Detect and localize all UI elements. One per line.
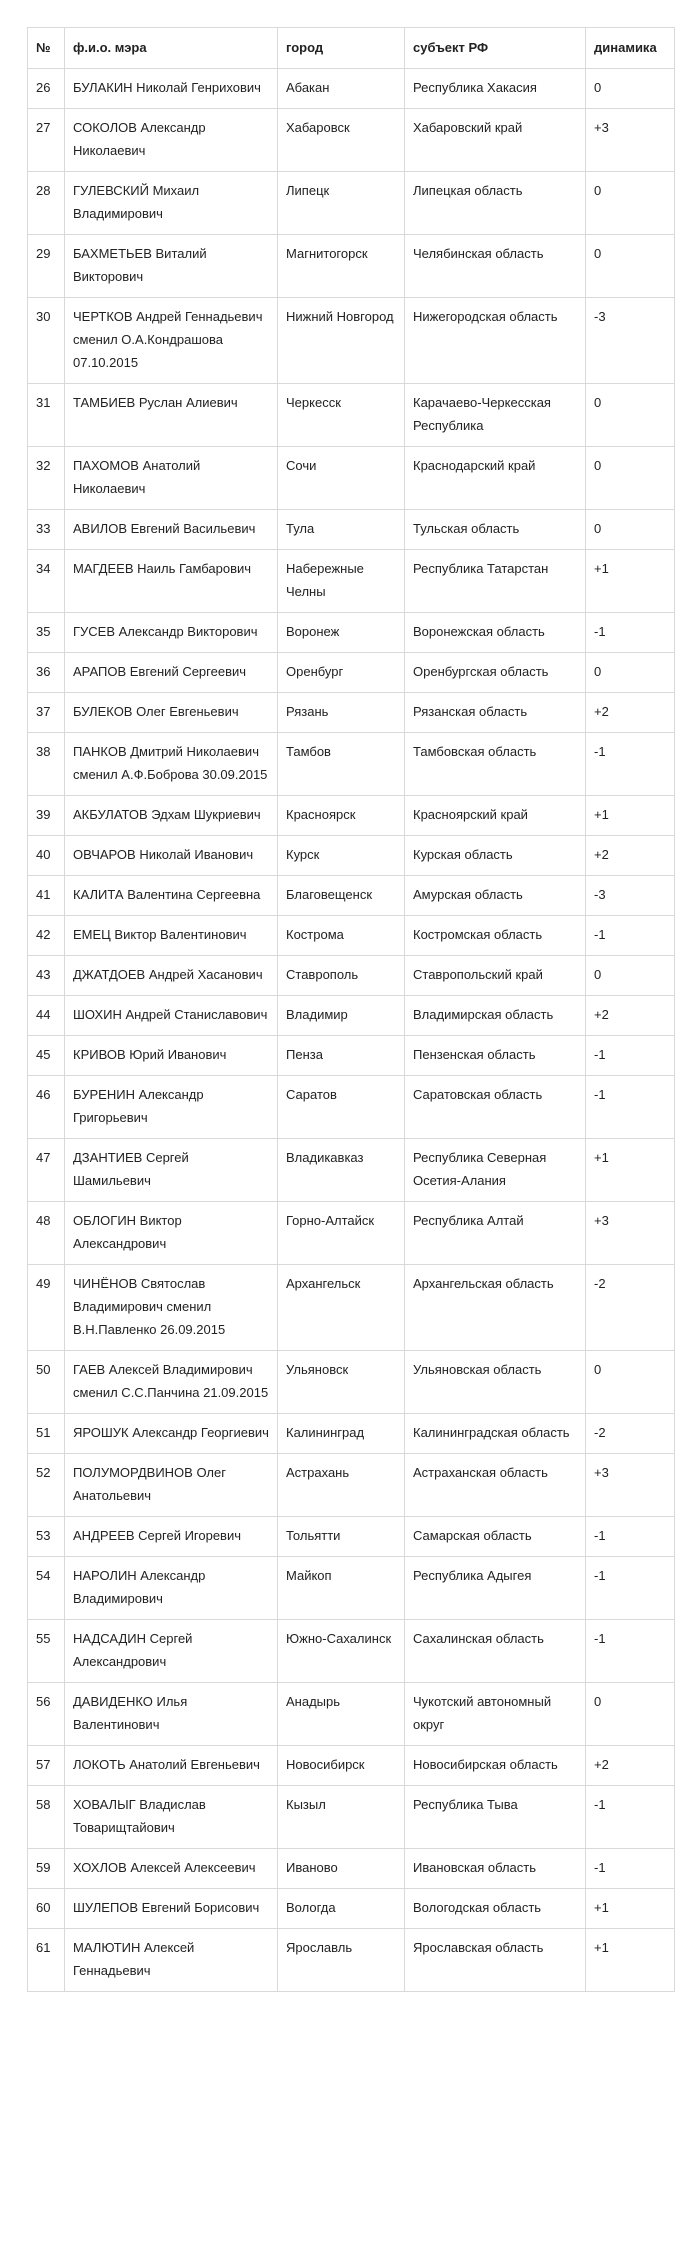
region-cell: Краснодарский край [405,447,586,510]
rank-cell: 40 [28,836,65,876]
city-cell: Воронеж [278,613,405,653]
table-row [28,1620,675,1683]
dynamics-cell: -2 [586,1414,675,1454]
rank-cell: 30 [28,298,65,384]
dynamics-cell: 0 [586,510,675,550]
city-cell: Красноярск [278,796,405,836]
dynamics-cell: +2 [586,836,675,876]
rank-cell: 45 [28,1036,65,1076]
region-cell: Ярославская область [405,1929,586,1992]
table-row [28,1202,675,1265]
region-cell: Республика Хакасия [405,69,586,109]
rank-cell: 44 [28,996,65,1036]
region-cell: Республика Тыва [405,1786,586,1849]
rank-cell: 34 [28,550,65,613]
mayors-table-container [27,27,674,1992]
city-cell: Ульяновск [278,1351,405,1414]
rank-cell: 56 [28,1683,65,1746]
table-row [28,1036,675,1076]
header-row [28,28,675,69]
table-row [28,510,675,550]
city-cell: Анадырь [278,1683,405,1746]
region-cell: Чукотский автономный округ [405,1683,586,1746]
region-cell: Нижегородская область [405,298,586,384]
table-row [28,1849,675,1889]
table-row [28,298,675,384]
city-cell: Тамбов [278,733,405,796]
table-row [28,235,675,298]
mayor-name-cell: ЕМЕЦ Виктор Валентинович [65,916,278,956]
dynamics-cell: 0 [586,956,675,996]
rank-cell: 49 [28,1265,65,1351]
table-row [28,1929,675,1992]
mayor-name-cell: АВИЛОВ Евгений Васильевич [65,510,278,550]
header-number: № [28,28,65,69]
dynamics-cell: +1 [586,550,675,613]
table-row [28,550,675,613]
mayor-name-cell: ХОХЛОВ Алексей Алексеевич [65,1849,278,1889]
region-cell: Липецкая область [405,172,586,235]
table-row [28,1351,675,1414]
header-region: субъект РФ [405,28,586,69]
dynamics-cell: 0 [586,447,675,510]
table-header [28,28,675,69]
rank-cell: 54 [28,1557,65,1620]
region-cell: Костромская область [405,916,586,956]
mayor-name-cell: АНДРЕЕВ Сергей Игоревич [65,1517,278,1557]
dynamics-cell: 0 [586,1683,675,1746]
city-cell: Иваново [278,1849,405,1889]
table-row [28,693,675,733]
dynamics-cell: -1 [586,1786,675,1849]
mayor-name-cell: ШУЛЕПОВ Евгений Борисович [65,1889,278,1929]
rank-cell: 38 [28,733,65,796]
table-row [28,613,675,653]
city-cell: Черкесск [278,384,405,447]
table-row [28,653,675,693]
rank-cell: 55 [28,1620,65,1683]
table-row [28,1414,675,1454]
table-row [28,1265,675,1351]
mayor-name-cell: БУЛАКИН Николай Генрихович [65,69,278,109]
city-cell: Благовещенск [278,876,405,916]
mayor-name-cell: ТАМБИЕВ Руслан Алиевич [65,384,278,447]
table-row [28,447,675,510]
rank-cell: 46 [28,1076,65,1139]
mayor-name-cell: АКБУЛАТОВ Эдхам Шукриевич [65,796,278,836]
city-cell: Курск [278,836,405,876]
mayor-name-cell: АРАПОВ Евгений Сергеевич [65,653,278,693]
mayor-name-cell: ЯРОШУК Александр Георгиевич [65,1414,278,1454]
region-cell: Оренбургская область [405,653,586,693]
city-cell: Тула [278,510,405,550]
dynamics-cell: +2 [586,1746,675,1786]
region-cell: Карачаево-Черкесская Республика [405,384,586,447]
dynamics-cell: +3 [586,1454,675,1517]
dynamics-cell: +1 [586,1139,675,1202]
mayor-name-cell: МАГДЕЕВ Наиль Гамбарович [65,550,278,613]
city-cell: Владимир [278,996,405,1036]
rank-cell: 42 [28,916,65,956]
mayor-name-cell: КАЛИТА Валентина Сергеевна [65,876,278,916]
region-cell: Ставропольский край [405,956,586,996]
city-cell: Ставрополь [278,956,405,996]
city-cell: Рязань [278,693,405,733]
mayor-name-cell: ШОХИН Андрей Станиславович [65,996,278,1036]
region-cell: Новосибирская область [405,1746,586,1786]
dynamics-cell: -1 [586,1517,675,1557]
region-cell: Челябинская область [405,235,586,298]
region-cell: Калининградская область [405,1414,586,1454]
mayor-name-cell: БАХМЕТЬЕВ Виталий Викторович [65,235,278,298]
dynamics-cell: +3 [586,109,675,172]
header-city: город [278,28,405,69]
dynamics-cell: +1 [586,1889,675,1929]
dynamics-cell: +1 [586,1929,675,1992]
region-cell: Ивановская область [405,1849,586,1889]
mayor-name-cell: БУРЕНИН Александр Григорьевич [65,1076,278,1139]
region-cell: Тамбовская область [405,733,586,796]
dynamics-cell: -1 [586,733,675,796]
table-row [28,1889,675,1929]
city-cell: Пенза [278,1036,405,1076]
mayor-name-cell: ХОВАЛЫГ Владислав Товарищтайович [65,1786,278,1849]
table-row [28,172,675,235]
rank-cell: 27 [28,109,65,172]
dynamics-cell: -3 [586,876,675,916]
region-cell: Курская область [405,836,586,876]
rank-cell: 48 [28,1202,65,1265]
city-cell: Горно-Алтайск [278,1202,405,1265]
city-cell: Новосибирск [278,1746,405,1786]
rank-cell: 58 [28,1786,65,1849]
mayor-name-cell: ЛОКОТЬ Анатолий Евгеньевич [65,1746,278,1786]
rank-cell: 39 [28,796,65,836]
rank-cell: 32 [28,447,65,510]
dynamics-cell: -1 [586,613,675,653]
region-cell: Ульяновская область [405,1351,586,1414]
city-cell: Саратов [278,1076,405,1139]
dynamics-cell: 0 [586,69,675,109]
mayor-name-cell: ПОЛУМОРДВИНОВ Олег Анатольевич [65,1454,278,1517]
table-row [28,109,675,172]
dynamics-cell: 0 [586,235,675,298]
dynamics-cell: +2 [586,996,675,1036]
region-cell: Воронежская область [405,613,586,653]
city-cell: Ярославль [278,1929,405,1992]
table-row [28,1683,675,1746]
dynamics-cell: 0 [586,172,675,235]
table-row [28,1454,675,1517]
region-cell: Сахалинская область [405,1620,586,1683]
dynamics-cell: -3 [586,298,675,384]
dynamics-cell: -1 [586,1620,675,1683]
rank-cell: 35 [28,613,65,653]
mayor-name-cell: БУЛЕКОВ Олег Евгеньевич [65,693,278,733]
city-cell: Архангельск [278,1265,405,1351]
dynamics-cell: -1 [586,1036,675,1076]
mayor-name-cell: НАРОЛИН Александр Владимирович [65,1557,278,1620]
mayor-name-cell: ДЗАНТИЕВ Сергей Шамильевич [65,1139,278,1202]
city-cell: Астрахань [278,1454,405,1517]
city-cell: Владикавказ [278,1139,405,1202]
header-mayor-name: ф.и.о. мэра [65,28,278,69]
city-cell: Тольятти [278,1517,405,1557]
region-cell: Рязанская область [405,693,586,733]
dynamics-cell: +1 [586,796,675,836]
city-cell: Оренбург [278,653,405,693]
table-row [28,1076,675,1139]
table-row [28,1557,675,1620]
region-cell: Хабаровский край [405,109,586,172]
region-cell: Республика Татарстан [405,550,586,613]
dynamics-cell: 0 [586,1351,675,1414]
mayor-name-cell: ДАВИДЕНКО Илья Валентинович [65,1683,278,1746]
table-row [28,956,675,996]
city-cell: Сочи [278,447,405,510]
rank-cell: 61 [28,1929,65,1992]
table-row [28,1786,675,1849]
mayor-name-cell: МАЛЮТИН Алексей Геннадьевич [65,1929,278,1992]
mayor-name-cell: ГАЕВ Алексей Владимирович сменил С.С.Панчина 21.09.2015 [65,1351,278,1414]
mayor-name-cell: НАДСАДИН Сергей Александрович [65,1620,278,1683]
rank-cell: 41 [28,876,65,916]
table-row [28,1517,675,1557]
rank-cell: 50 [28,1351,65,1414]
table-row [28,916,675,956]
region-cell: Архангельская область [405,1265,586,1351]
dynamics-cell: +3 [586,1202,675,1265]
mayors-ranking-table [27,27,675,1992]
table-row [28,1139,675,1202]
rank-cell: 36 [28,653,65,693]
table-row [28,733,675,796]
mayor-name-cell: ГУЛЕВСКИЙ Михаил Владимирович [65,172,278,235]
region-cell: Республика Алтай [405,1202,586,1265]
city-cell: Нижний Новгород [278,298,405,384]
rank-cell: 29 [28,235,65,298]
region-cell: Саратовская область [405,1076,586,1139]
dynamics-cell: -2 [586,1265,675,1351]
dynamics-cell: 0 [586,384,675,447]
region-cell: Тульская область [405,510,586,550]
dynamics-cell: -1 [586,1076,675,1139]
table-row [28,836,675,876]
dynamics-cell: 0 [586,653,675,693]
table-row [28,69,675,109]
table-row [28,1746,675,1786]
rank-cell: 57 [28,1746,65,1786]
rank-cell: 31 [28,384,65,447]
city-cell: Абакан [278,69,405,109]
rank-cell: 52 [28,1454,65,1517]
region-cell: Республика Адыгея [405,1557,586,1620]
city-cell: Набережные Челны [278,550,405,613]
city-cell: Хабаровск [278,109,405,172]
region-cell: Амурская область [405,876,586,916]
city-cell: Кызыл [278,1786,405,1849]
table-row [28,876,675,916]
dynamics-cell: -1 [586,1849,675,1889]
mayor-name-cell: ГУСЕВ Александр Викторович [65,613,278,653]
mayor-name-cell: ДЖАТДОЕВ Андрей Хасанович [65,956,278,996]
rank-cell: 59 [28,1849,65,1889]
mayor-name-cell: ЧИНЁНОВ Святослав Владимирович сменил В.Н.Павленко 26.09.2015 [65,1265,278,1351]
city-cell: Южно-Сахалинск [278,1620,405,1683]
table-body [28,69,675,1992]
city-cell: Вологда [278,1889,405,1929]
region-cell: Красноярский край [405,796,586,836]
mayor-name-cell: СОКОЛОВ Александр Николаевич [65,109,278,172]
rank-cell: 51 [28,1414,65,1454]
table-row [28,796,675,836]
rank-cell: 37 [28,693,65,733]
table-row [28,996,675,1036]
mayor-name-cell: ОБЛОГИН Виктор Александрович [65,1202,278,1265]
city-cell: Майкоп [278,1557,405,1620]
region-cell: Пензенская область [405,1036,586,1076]
region-cell: Самарская область [405,1517,586,1557]
rank-cell: 28 [28,172,65,235]
city-cell: Кострома [278,916,405,956]
region-cell: Вологодская область [405,1889,586,1929]
region-cell: Владимирская область [405,996,586,1036]
rank-cell: 33 [28,510,65,550]
dynamics-cell: -1 [586,916,675,956]
region-cell: Астраханская область [405,1454,586,1517]
region-cell: Республика Северная Осетия-Алания [405,1139,586,1202]
mayor-name-cell: ПАХОМОВ Анатолий Николаевич [65,447,278,510]
mayor-name-cell: ОВЧАРОВ Николай Иванович [65,836,278,876]
city-cell: Калининград [278,1414,405,1454]
city-cell: Липецк [278,172,405,235]
city-cell: Магнитогорск [278,235,405,298]
rank-cell: 43 [28,956,65,996]
mayor-name-cell: ПАНКОВ Дмитрий Николаевич сменил А.Ф.Боброва 30.09.2015 [65,733,278,796]
mayor-name-cell: ЧЕРТКОВ Андрей Геннадьевич сменил О.А.Кондрашова 07.10.2015 [65,298,278,384]
dynamics-cell: -1 [586,1557,675,1620]
dynamics-cell: +2 [586,693,675,733]
rank-cell: 53 [28,1517,65,1557]
rank-cell: 60 [28,1889,65,1929]
mayor-name-cell: КРИВОВ Юрий Иванович [65,1036,278,1076]
rank-cell: 47 [28,1139,65,1202]
rank-cell: 26 [28,69,65,109]
header-dynamics: динамика [586,28,675,69]
table-row [28,384,675,447]
